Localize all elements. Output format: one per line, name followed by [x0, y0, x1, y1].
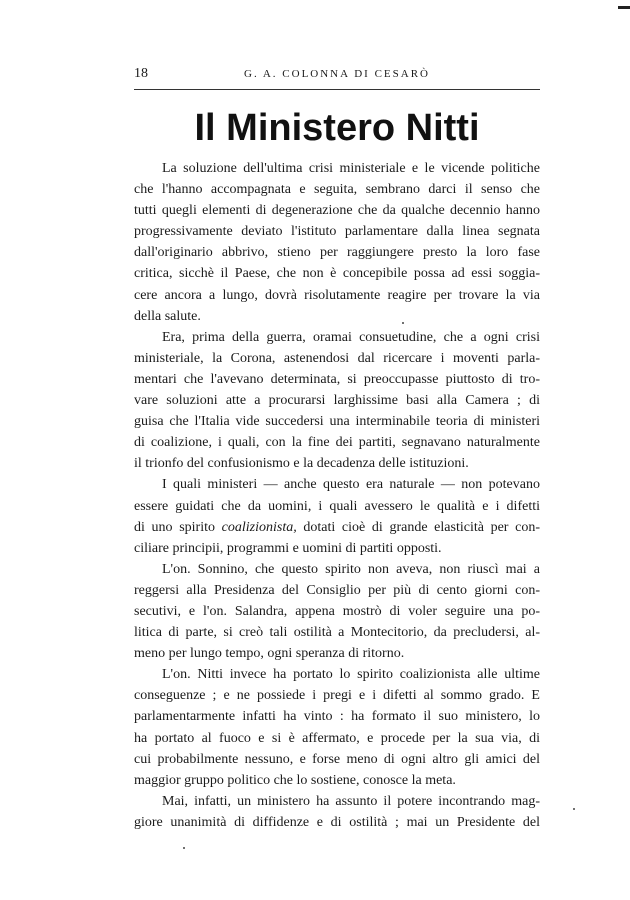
text-line: essere guidati che da uomini, i quali avessero le qualità e i difetti [134, 498, 540, 514]
text-line: meno per lungo tempo, ogni speranza di ritorno. [134, 646, 405, 662]
text-line: progressivamente deviato l'istituto parlamentare dalla linea segnata [134, 224, 540, 240]
running-head: G. A. COLONNA DI CESARÒ [244, 68, 430, 80]
text-line: ciliare principii, programmi e uomini di partiti opposti. [134, 540, 442, 556]
print-speck [183, 847, 185, 849]
text-line: Mai, infatti, un ministero ha assunto il potere incontrando mag- [162, 793, 540, 809]
header-rule [134, 89, 540, 90]
text-line: mentari che l'avevano determinata, si preoccupasse piuttosto di tro- [134, 371, 540, 387]
text-line: conseguenze ; e ne possiede i pregi e i difetti al sommo grado. E [134, 688, 540, 704]
text-line: cere ancora a lungo, dovrà risolutamente reagire per trovare la via [134, 287, 540, 303]
article-body [134, 158, 540, 833]
print-speck [402, 322, 404, 324]
text-line: L'on. Sonnino, che questo spirito non aveva, non riuscì mai a [162, 561, 540, 577]
text-line: dall'originario abbrivo, stieno per raggiungere presto la loro fase [134, 245, 540, 261]
page-header [134, 66, 540, 84]
text-line: vare soluzioni atte a procurarsi larghissime basi alla Camera ; di [134, 393, 540, 409]
text-line: della salute. [134, 308, 201, 324]
text-line: parlamentarmente infatti ha vinto : ha formato il suo ministero, lo [134, 709, 540, 725]
text-line: di uno spirito coalizionista, dotati cioè di grande elasticità per con- [134, 519, 540, 535]
emphasized-word: coalizionista, [221, 519, 297, 535]
text-line: di coalizione, i quali, con la fine dei partiti, segnavano naturalmente [134, 435, 540, 451]
text-line: reggersi alla Presidenza del Consiglio per più di cento giorni con- [134, 582, 540, 598]
page-edge-mark [618, 6, 630, 9]
print-speck [573, 808, 575, 810]
text-line: cui probabilmente nessuno, e forse meno di ogni altro gli amici del [134, 751, 540, 767]
text-line: Era, prima della guerra, oramai consuetudine, che a ogni crisi [162, 329, 540, 345]
text-line: critica, sicchè il Paese, che non è concepibile possa ad essi soggia- [134, 266, 540, 282]
text-line: il trionfo del confusionismo e la decadenza delle istituzioni. [134, 456, 469, 472]
text-line: litica di parte, si creò tali ostilità a Montecitorio, da precludersi, al- [134, 625, 540, 641]
page-number: 18 [134, 66, 148, 81]
text-line: I quali ministeri — anche questo era naturale — non potevano [162, 477, 540, 493]
text-line: che l'hanno accompagnata e seguita, sembrano darci il senso che [134, 182, 540, 198]
text-line: ministeriale, la Corona, astenendosi dal ricercare i moventi parla- [134, 350, 540, 366]
text-line: La soluzione dell'ultima crisi ministeriale e le vicende politiche [162, 161, 540, 176]
text-line: tutti quegli elementi di degenerazione che da qualche decennio hanno [134, 203, 540, 219]
text-line: secutivi, e l'on. Salandra, appena mostrò di voler seguire una po- [134, 603, 540, 619]
text-line: guisa che l'Italia vide succedersi una interminabile teoria di ministeri [134, 414, 540, 430]
text-line: giore unanimità di diffidenze e di ostilità ; mai un Presidente del [134, 814, 540, 830]
article-title: Il Ministero Nitti [194, 107, 480, 149]
text-line: ha portato al fuoco e si è affermato, e procede per la sua via, di [134, 730, 540, 746]
text-line: L'on. Nitti invece ha portato lo spirito coalizionista alle ultime [162, 667, 540, 683]
text-line: maggior gruppo politico che lo sostiene, conosce la meta. [134, 772, 456, 788]
